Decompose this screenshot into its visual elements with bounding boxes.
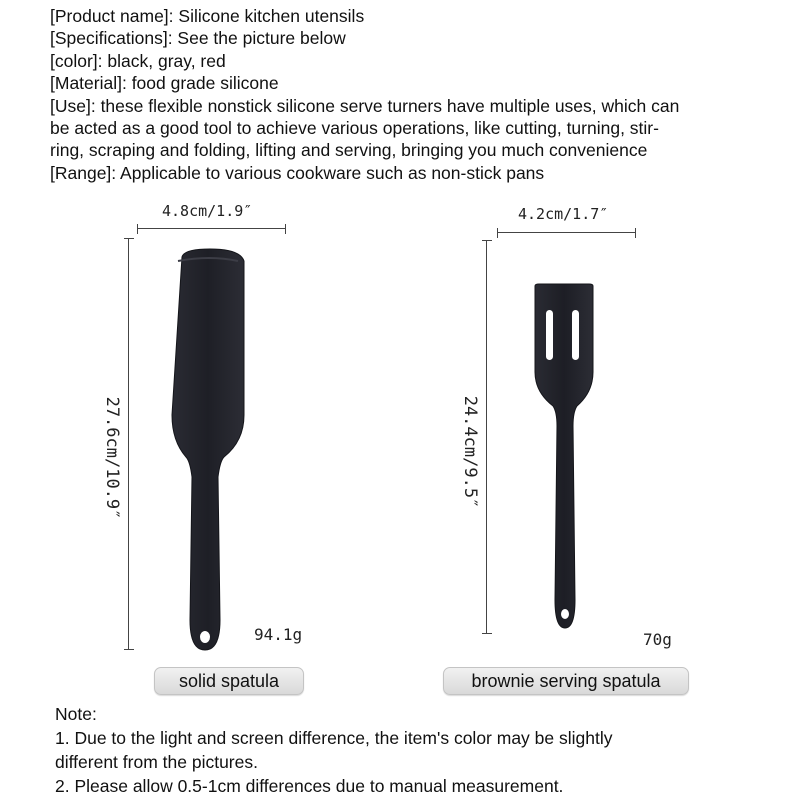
material-text: [Material]: food grade silicone: [50, 73, 279, 94]
note-line-3: 2. Please allow 0.5-1cm differences due to manual measurement.: [55, 776, 564, 796]
specifications-block: [50, 5, 780, 184]
solid-spatula-weight: 94.1g: [254, 625, 303, 644]
note-line-1: 1. Due to the light and screen difference, the item's color may be slightly: [55, 728, 613, 748]
hanging-hole: [561, 609, 569, 619]
brownie-spatula-width-label: 4.2cm/1.7″: [518, 205, 609, 223]
use-text-line-3: ring, scraping and folding, lifting and serving, bringing you much convenience: [50, 140, 648, 161]
solid-spatula-shape: [172, 249, 244, 650]
solid-spatula-height-dimension-line: [124, 238, 134, 650]
brownie-spatula-name-label: brownie serving spatula: [443, 667, 689, 695]
use-text-line-1: [Use]: these flexible nonstick silicone serve turners have multiple uses, which can: [50, 95, 680, 116]
solid-spatula-name-label: solid spatula: [154, 667, 304, 695]
brownie-spatula-height-label: 24.4cm/9.5″: [460, 395, 480, 509]
color-text: [color]: black, gray, red: [50, 50, 226, 71]
brownie-spatula-width-dimension-line: [497, 228, 636, 238]
hanging-hole: [200, 631, 210, 643]
slot-right: [572, 310, 579, 360]
use-text-line-2: be acted as a good tool to achieve various operations, like cutting, turning, stir-: [50, 118, 659, 139]
specifications-text: [Specifications]: See the picture below: [50, 28, 346, 49]
notes-title: Note:: [55, 704, 97, 724]
solid-spatula-height-label: 27.6cm/10.9″: [102, 396, 122, 520]
solid-spatula-width-dimension-line: [137, 224, 286, 234]
brownie-spatula-height-dimension-line: [482, 240, 492, 634]
brownie-spatula-weight: 70g: [643, 630, 672, 649]
note-line-2: different from the pictures.: [55, 752, 258, 772]
notes-block: [55, 702, 755, 798]
brownie-spatula-shape: [535, 284, 593, 628]
brownie-spatula-image: [527, 280, 607, 640]
range-text: [Range]: Applicable to various cookware such as non-stick pans: [50, 162, 545, 183]
product-name-text: [Product name]: Silicone kitchen utensils: [50, 6, 365, 26]
solid-spatula-width-label: 4.8cm/1.9″: [162, 202, 253, 220]
slot-left: [546, 310, 553, 360]
solid-spatula-image: [150, 245, 270, 655]
